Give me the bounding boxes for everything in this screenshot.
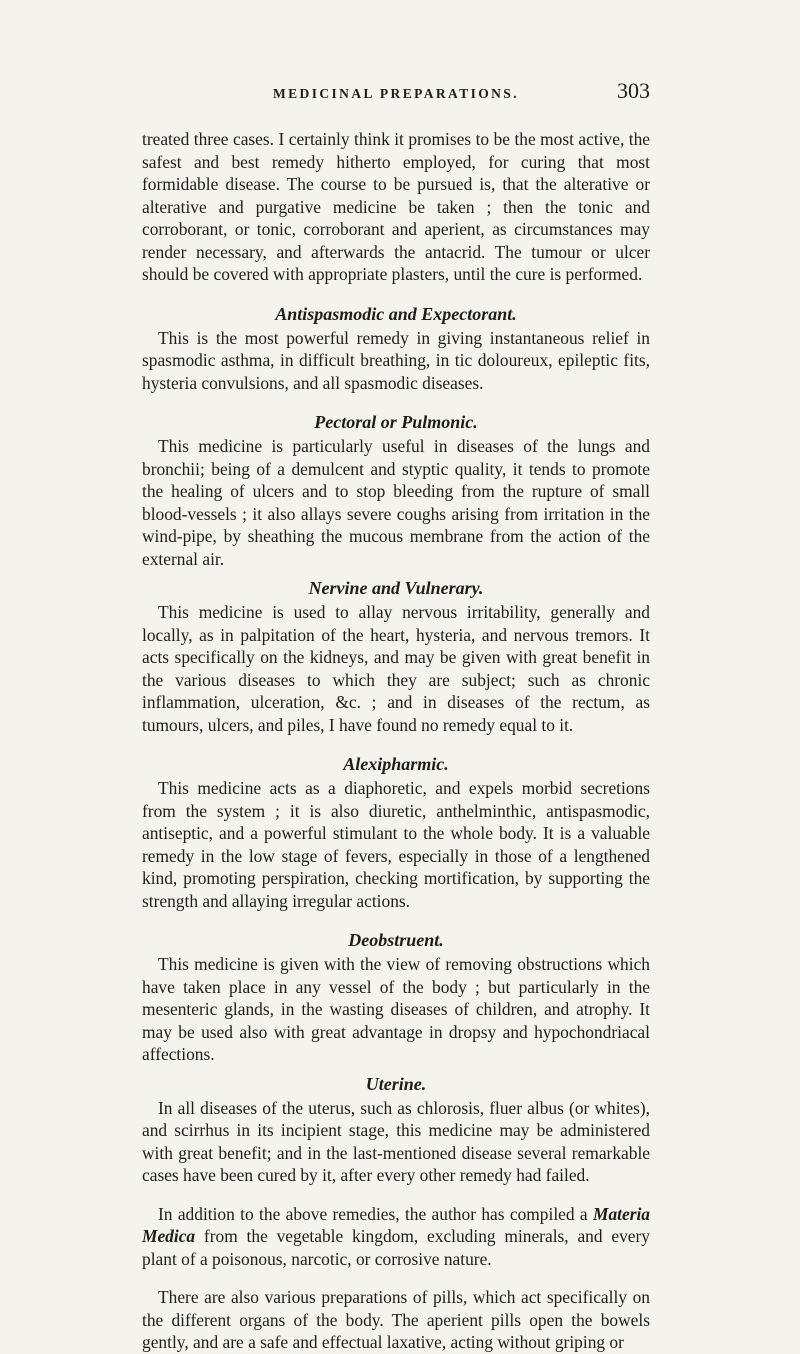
materia-medica-term: Materia Medica <box>142 1203 650 1246</box>
materia-medica-paragraph <box>142 1203 650 1271</box>
paragraph-gap <box>142 1270 650 1286</box>
section-text-deobstruent: This medicine is given with the view of removing obstructions which have taken place in any vessel of the body ; but particularly in the mesenteric glands, in the wasting diseases of children, and atrophy. It may be used also with great advantage in dropsy and hypochondriacal affections. <box>142 954 650 1064</box>
materia-text-after: from the vegetable kingdom, excluding minerals, and every plant of a poisonous, narcotic, or corrosive nature. <box>142 1226 650 1269</box>
intro-paragraph: treated three cases. I certainly think it promises to be the most active, the safest and best remedy hitherto employed, for curing that most formidable disease. The course to be pursued is, that the alterative or alterative and purgative medicine be taken ; then the tonic and corroborant, or tonic, corroborant and aperient, as circumstances may render necessary, and afterwards the antacrid. The tumour or ulcer should be covered with appropriate plasters, until the cure is performed. <box>142 129 650 284</box>
section-heading-pectoral: Pectoral or Pulmonic. <box>314 412 478 432</box>
materia-text-before: In addition to the above remedies, the author has compiled a <box>158 1203 593 1224</box>
section-heading-alexipharmic: Alexipharmic. <box>343 754 449 774</box>
pills-paragraph: There are also various preparations of pills, which act specifically on the different organs of the body. The aperient pills open the bowels gently, and are a safe and effectual laxative, acting without griping or <box>142 1287 650 1352</box>
section-heading-uterine: Uterine. <box>365 1073 427 1094</box>
section-heading-antispasmodic: Antispasmodic and Expectorant. <box>275 303 517 324</box>
section-text-uterine: In all diseases of the uterus, such as chlorosis, fluer albus (or whites), and scirrhus in its incipient stage, this medicine may be administered with great benefit; and in the last-mentioned disease several remarkable cases have been cured by it, after every other remedy had failed. <box>142 1097 650 1185</box>
section-heading-nervine: Nervine and Vulnerary. <box>308 578 484 598</box>
section-heading-deobstruent: Deobstruent. <box>348 930 444 950</box>
section-text-antispasmodic: This is the most powerful remedy in giving instantaneous relief in spasmodic asthma, in difficult breathing, in tic doloureux, epileptic fits, hysteria convulsions, and all spasmodic diseases. <box>142 327 650 393</box>
running-head <box>142 78 650 112</box>
paragraph-gap <box>142 1187 650 1203</box>
section-text-alexipharmic: This medicine acts as a diaphoretic, and expels morbid secretions from the system ; it is also diuretic, anthelminthic, antispasmodic, antiseptic, and a powerful stimulant to the whole body. It is a valuable remedy in the low stage of fevers, especially in those of a lengthened kind, promoting perspiration, checking mortification, by supporting the strength and allaying irregular actions. <box>142 778 650 911</box>
section-text-nervine: This medicine is used to allay nervous irritability, generally and locally, as in palpitation of the heart, hysteria, and nervous tremors. It acts specifically on the kidneys, and may be given with great benefit in the various diseases to which they are subject; such as chronic inflammation, ulceration, &c. ; and in diseases of the rectum, as tumours, ulcers, and piles, I have found no remedy equal to it. <box>142 602 650 735</box>
page-number: 303 <box>617 78 650 103</box>
running-title: MEDICINAL PREPARATIONS. <box>273 86 519 101</box>
section-text-pectoral: This medicine is particularly useful in diseases of the lungs and bronchii; being of a demulcent and styptic quality, it tends to promote the healing of ulcers and to stop bleeding from the rupture of small blood-vessels ; it also allays severe coughs arising from irritation in the wind-pipe, by sheathing the mucous membrane from the action of the external air. <box>142 436 650 569</box>
